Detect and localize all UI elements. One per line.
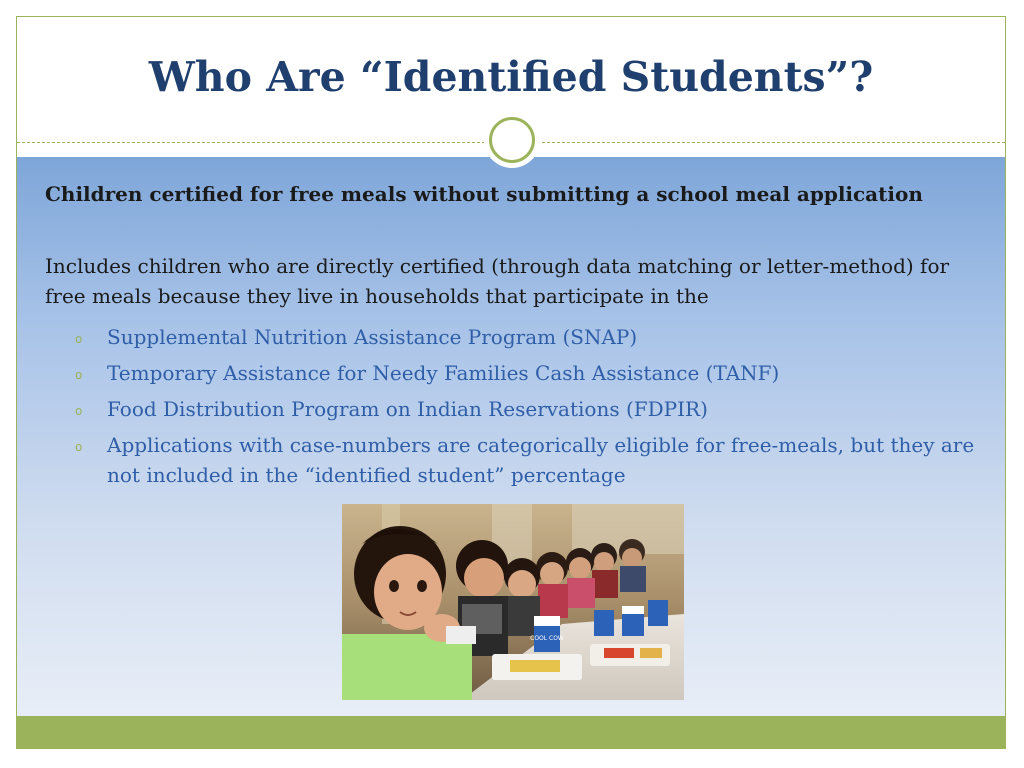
circle-ornament-icon [484, 112, 540, 168]
bullet-item-tanf [71, 358, 981, 388]
bullet-text: Supplemental Nutrition Assistance Program (SNAP) [107, 325, 638, 349]
bullet-list [71, 322, 981, 496]
slide-title: Who Are “Identified Students”? [148, 53, 874, 101]
circle-ring-icon [489, 117, 535, 163]
bullet-circle-icon: o [75, 368, 83, 382]
bullet-item-applications [71, 430, 981, 490]
bullet-text: Food Distribution Program on Indian Reservations (FDPIR) [107, 397, 708, 421]
content-heading: Children certified for free meals without submitting a school meal application [45, 182, 923, 206]
slide-frame [16, 16, 1006, 749]
bullet-item-fdpir [71, 394, 981, 424]
bullet-item-snap [71, 322, 981, 352]
children-eating-photo [342, 504, 684, 700]
bullet-circle-icon: o [75, 404, 83, 418]
bullet-text: Temporary Assistance for Needy Families Cash Assistance (TANF) [107, 361, 780, 385]
photo-illustration [342, 504, 684, 700]
bullet-circle-icon: o [75, 440, 83, 454]
content-intro: Includes children who are directly certified (through data matching or letter-method) for free meals because they live in households that participate in the [45, 254, 950, 308]
bottom-accent-bar [17, 716, 1005, 749]
bullet-text: Applications with case-numbers are categorically eligible for free-meals, but they are not included in the “identified student” percentage [107, 433, 975, 487]
bullet-circle-icon: o [75, 332, 83, 346]
milk-carton-label: COOL COW [530, 635, 564, 642]
